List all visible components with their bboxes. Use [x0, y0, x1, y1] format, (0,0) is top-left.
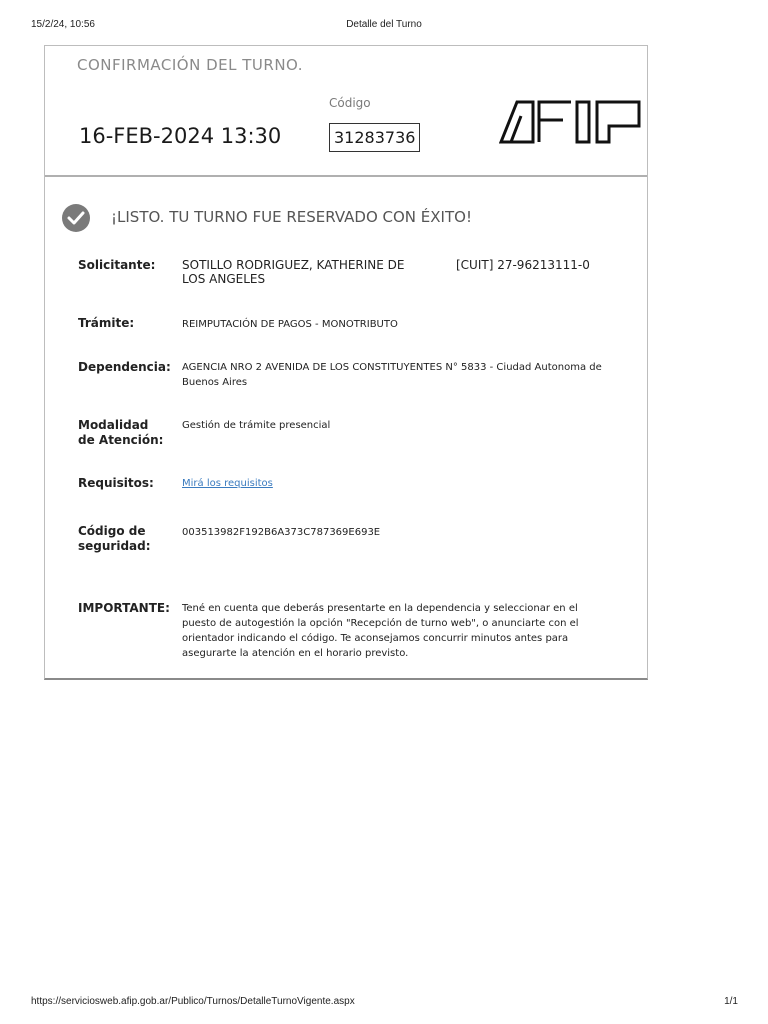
turno-datetime: 16-FEB-2024 13:30: [79, 124, 282, 148]
check-circle-icon: [61, 203, 91, 233]
afip-logo: [499, 98, 643, 144]
modalidad-label-line2: de Atención:: [78, 433, 164, 447]
requisitos-link[interactable]: Mirá los requisitos: [182, 478, 273, 489]
solicitante-label: Solicitante:: [78, 258, 156, 272]
tramite-label: Trámite:: [78, 316, 135, 330]
requisitos-value: [182, 476, 602, 491]
codigo-seguridad-label: [78, 524, 151, 554]
codigo-label: Código: [329, 96, 371, 110]
cuit-value: [CUIT] 27-96213111-0: [456, 258, 590, 272]
importante-label: IMPORTANTE:: [78, 601, 170, 615]
print-page-title: Detalle del Turno: [346, 19, 422, 30]
print-page-number: 1/1: [724, 996, 738, 1007]
solicitante-value: SOTILLO RODRIGUEZ, KATHERINE DE LOS ANGELES: [182, 258, 405, 286]
success-message: ¡LISTO. TU TURNO FUE RESERVADO CON ÉXITO!: [111, 208, 472, 226]
requisitos-label: Requisitos:: [78, 476, 154, 490]
print-footer-url: https://serviciosweb.afip.gob.ar/Publico/Turnos/DetalleTurnoVigente.aspx: [31, 996, 355, 1007]
confirmation-title: CONFIRMACIÓN DEL TURNO.: [77, 56, 304, 74]
modalidad-label-line1: Modalidad: [78, 418, 149, 432]
codigo-seguridad-label-line2: seguridad:: [78, 539, 151, 553]
codigo-seguridad-label-line1: Código de: [78, 524, 146, 538]
turno-header: [45, 46, 647, 177]
importante-text: Tené en cuenta que deberás presentarte en la dependencia y seleccionar en el puesto de autogestión la opción "Recepción de turno web", o anunciarte con el orientador indicando el código. Te aconsejamos concurrir minutos antes para asegurarte la atención en el horario previsto.: [182, 603, 579, 659]
modalidad-label: [78, 418, 163, 448]
tramite-value: REIMPUTACIÓN DE PAGOS - MONOTRIBUTO: [182, 319, 398, 330]
turno-card: [44, 45, 648, 680]
dependencia-label: Dependencia:: [78, 360, 171, 374]
dependencia-value: AGENCIA NRO 2 AVENIDA DE LOS CONSTITUYENTES N° 5833 - Ciudad Autonoma de Buenos Aires: [182, 362, 602, 388]
turno-codigo: 31283736: [329, 123, 420, 152]
modalidad-value: Gestión de trámite presencial: [182, 420, 331, 431]
print-datetime: 15/2/24, 10:56: [31, 19, 95, 30]
codigo-seguridad-value: 003513982F192B6A373C787369E693E: [182, 527, 381, 538]
